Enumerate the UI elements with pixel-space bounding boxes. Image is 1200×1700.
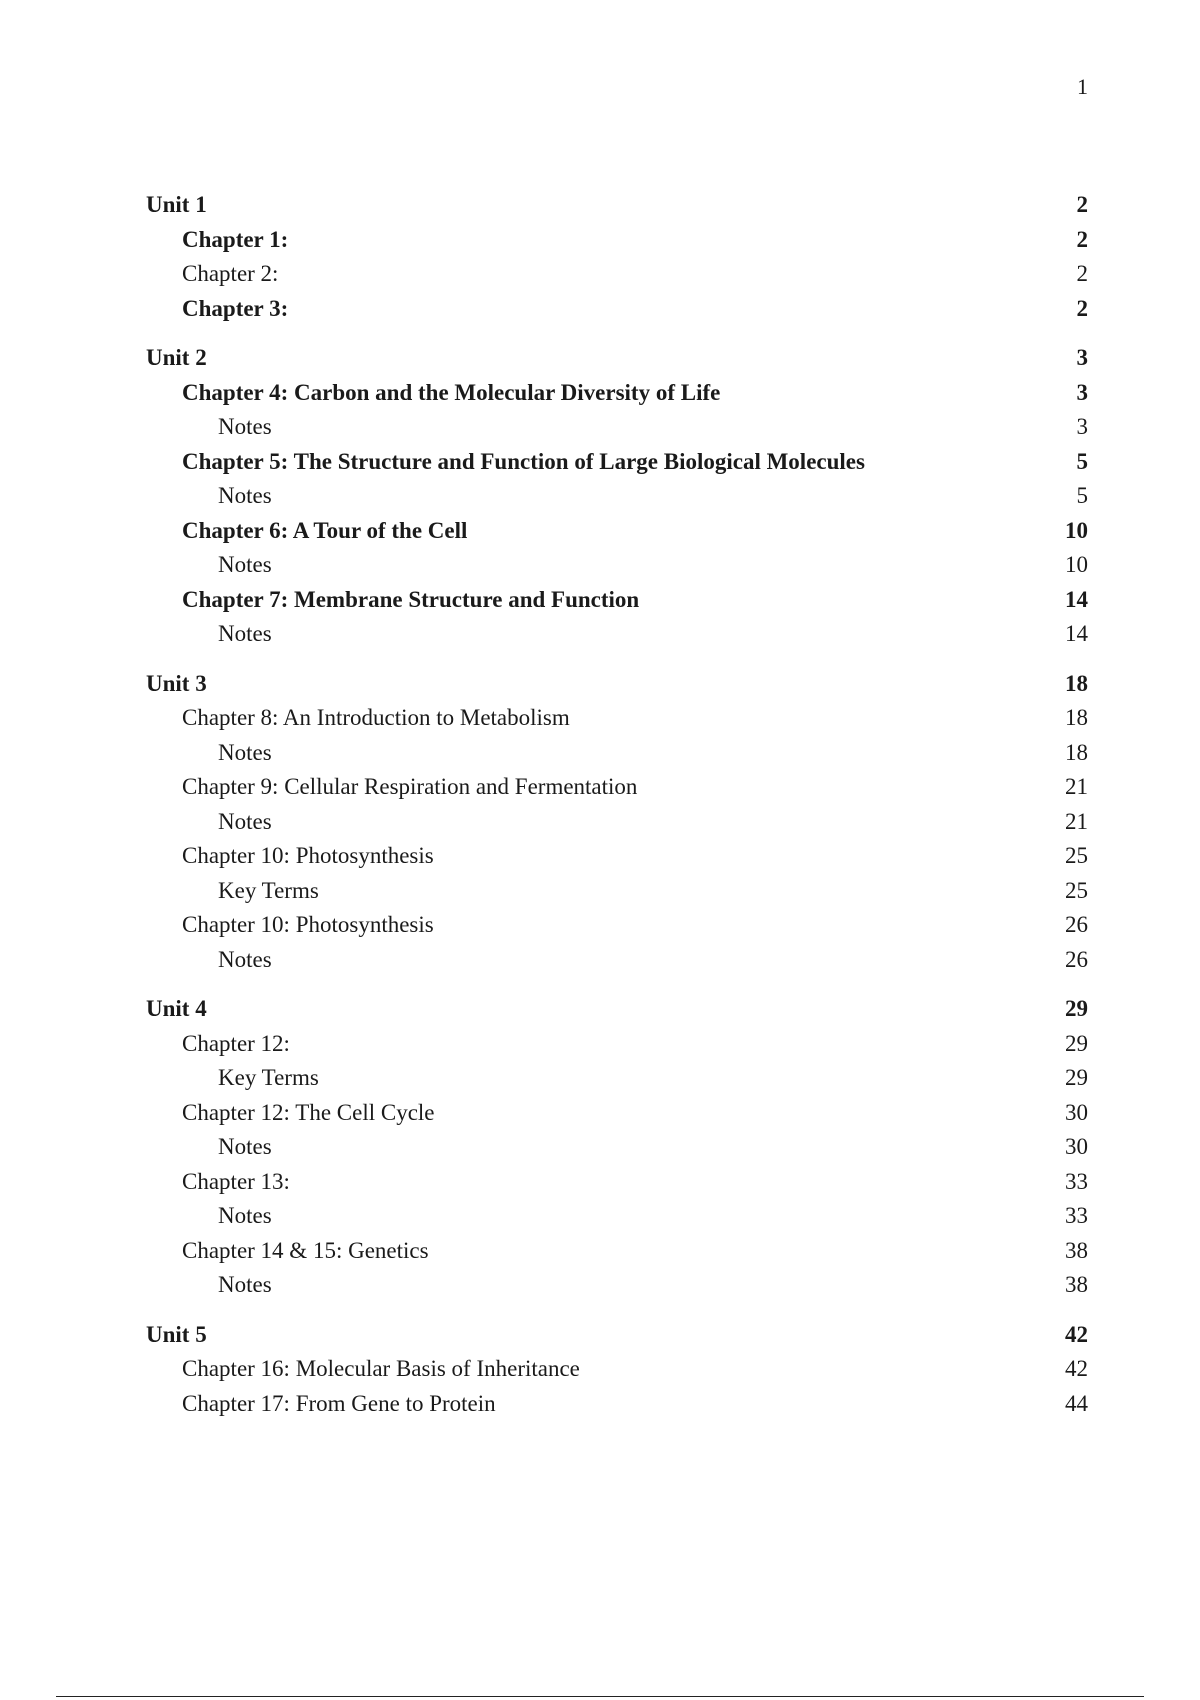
toc-entry-label: Notes [218,808,272,834]
toc-entry-label: Chapter 7: Membrane Structure and Function [182,586,640,612]
toc-entry-page: 10 [1065,552,1088,577]
toc-chapter-entry[interactable] [146,839,1088,874]
toc-subsection-entry[interactable] [146,1130,1088,1165]
toc-chapter-entry[interactable] [146,1027,1088,1062]
toc-entry-page: 14 [1065,621,1088,646]
toc-entry-label: Notes [218,621,272,646]
toc-subsection-entry[interactable] [146,1268,1088,1303]
toc-entry-label: Chapter 17: From Gene to Protein [182,1390,496,1416]
toc-entry-label: Chapter 5: The Structure and Function of Large Biological Molecules [182,448,865,474]
toc-entry-page: 2 [1076,295,1088,321]
toc-chapter-entry[interactable] [146,292,1088,327]
toc-entry-label: Unit 3 [146,670,207,696]
toc-subsection-entry[interactable] [146,548,1088,583]
toc-entry-label: Notes [218,1203,272,1228]
toc-subsection-entry[interactable] [146,943,1088,978]
toc-entry-page: 10 [1065,517,1088,543]
toc-entry-page: 29 [1065,996,1088,1021]
toc-entry-label: Chapter 4: Carbon and the Molecular Diversity of Life [182,379,721,405]
toc-subsection-entry[interactable] [146,1199,1088,1234]
toc-chapter-entry[interactable] [146,1096,1088,1131]
toc-entry-label: Chapter 12: The Cell Cycle [182,1099,435,1125]
toc-entry-page: 25 [1065,877,1088,903]
toc-subsection-entry[interactable] [146,736,1088,771]
toc-chapter-entry[interactable] [146,223,1088,258]
toc-entry-page: 18 [1065,739,1088,765]
toc-subsection-entry[interactable] [146,479,1088,514]
toc-entry-label: Notes [218,1134,272,1159]
toc-entry-label: Unit 4 [146,996,207,1021]
toc-entry-page: 38 [1065,1272,1088,1297]
toc-unit-entry[interactable] [146,1318,1088,1353]
toc-entry-label: Chapter 1: [182,226,289,252]
toc-entry-page: 18 [1065,705,1088,730]
toc-unit-entry[interactable] [146,992,1088,1027]
toc-unit-group [146,992,1088,1303]
toc-entry-label: Unit 2 [146,345,207,370]
toc-entry-page: 44 [1065,1390,1088,1416]
toc-entry-page: 2 [1076,192,1088,217]
toc-entry-label: Chapter 16: Molecular Basis of Inheritance [182,1356,580,1381]
toc-entry-page: 21 [1065,774,1088,799]
toc-entry-page: 14 [1065,586,1088,612]
toc-subsection-entry[interactable] [146,410,1088,445]
toc-subsection-entry[interactable] [146,1061,1088,1096]
toc-entry-page: 25 [1065,843,1088,868]
toc-entry-label: Chapter 3: [182,295,289,321]
toc-entry-page: 5 [1076,483,1088,508]
toc-subsection-entry[interactable] [146,805,1088,840]
toc-chapter-entry[interactable] [146,1387,1088,1422]
toc-chapter-entry[interactable] [146,445,1088,480]
toc-entry-label: Chapter 10: Photosynthesis [182,843,434,868]
toc-entry-label: Notes [218,1272,272,1297]
toc-entry-label: Unit 1 [146,192,207,217]
toc-unit-entry[interactable] [146,341,1088,376]
toc-entry-page: 26 [1065,946,1088,972]
toc-entry-label: Notes [218,739,272,765]
toc-entry-label: Notes [218,552,272,577]
toc-entry-label: Key Terms [218,1065,319,1090]
toc-chapter-entry[interactable] [146,257,1088,292]
toc-entry-label: Key Terms [218,877,319,903]
toc-chapter-entry[interactable] [146,701,1088,736]
toc-entry-page: 30 [1065,1134,1088,1159]
toc-entry-label: Chapter 6: A Tour of the Cell [182,517,468,543]
toc-entry-label: Chapter 2: [182,261,279,286]
toc-chapter-entry[interactable] [146,376,1088,411]
toc-entry-page: 3 [1076,345,1088,370]
toc-chapter-entry[interactable] [146,1234,1088,1269]
toc-entry-label: Chapter 13: [182,1168,290,1194]
toc-chapter-entry[interactable] [146,583,1088,618]
toc-entry-label: Unit 5 [146,1321,207,1347]
toc-entry-page: 29 [1065,1030,1088,1056]
toc-entry-label: Chapter 10: Photosynthesis [182,912,434,937]
toc-chapter-entry[interactable] [146,1352,1088,1387]
toc-unit-group [146,188,1088,326]
toc-entry-page: 33 [1065,1203,1088,1228]
toc-entry-page: 42 [1065,1321,1088,1347]
toc-entry-page: 2 [1076,226,1088,252]
toc-entry-page: 3 [1076,379,1088,405]
toc-entry-label: Chapter 12: [182,1030,290,1056]
toc-unit-entry[interactable] [146,667,1088,702]
toc-entry-label: Notes [218,414,272,439]
toc-unit-group [146,667,1088,978]
toc-subsection-entry[interactable] [146,874,1088,909]
toc-entry-label: Chapter 14 & 15: Genetics [182,1237,429,1263]
toc-entry-page: 3 [1076,414,1088,439]
toc-chapter-entry[interactable] [146,908,1088,943]
toc-entry-label: Chapter 9: Cellular Respiration and Fermentation [182,774,638,799]
toc-chapter-entry[interactable] [146,514,1088,549]
toc-entry-page: 33 [1065,1168,1088,1194]
toc-chapter-entry[interactable] [146,770,1088,805]
toc-entry-page: 29 [1065,1065,1088,1090]
toc-subsection-entry[interactable] [146,617,1088,652]
table-of-contents [146,188,1088,1436]
toc-chapter-entry[interactable] [146,1165,1088,1200]
footer-divider [56,1696,1144,1697]
toc-entry-page: 30 [1065,1099,1088,1125]
toc-entry-page: 42 [1065,1356,1088,1381]
toc-entry-page: 38 [1065,1237,1088,1263]
toc-unit-group [146,1318,1088,1422]
toc-entry-page: 5 [1076,448,1088,474]
toc-entry-page: 2 [1076,261,1088,286]
toc-entry-page: 21 [1065,808,1088,834]
toc-entry-label: Notes [218,483,272,508]
toc-entry-label: Notes [218,946,272,972]
toc-unit-group [146,341,1088,652]
toc-entry-page: 18 [1065,670,1088,696]
toc-entry-page: 26 [1065,912,1088,937]
page-number: 1 [1077,74,1088,99]
toc-entry-label: Chapter 8: An Introduction to Metabolism [182,705,570,730]
toc-unit-entry[interactable] [146,188,1088,223]
